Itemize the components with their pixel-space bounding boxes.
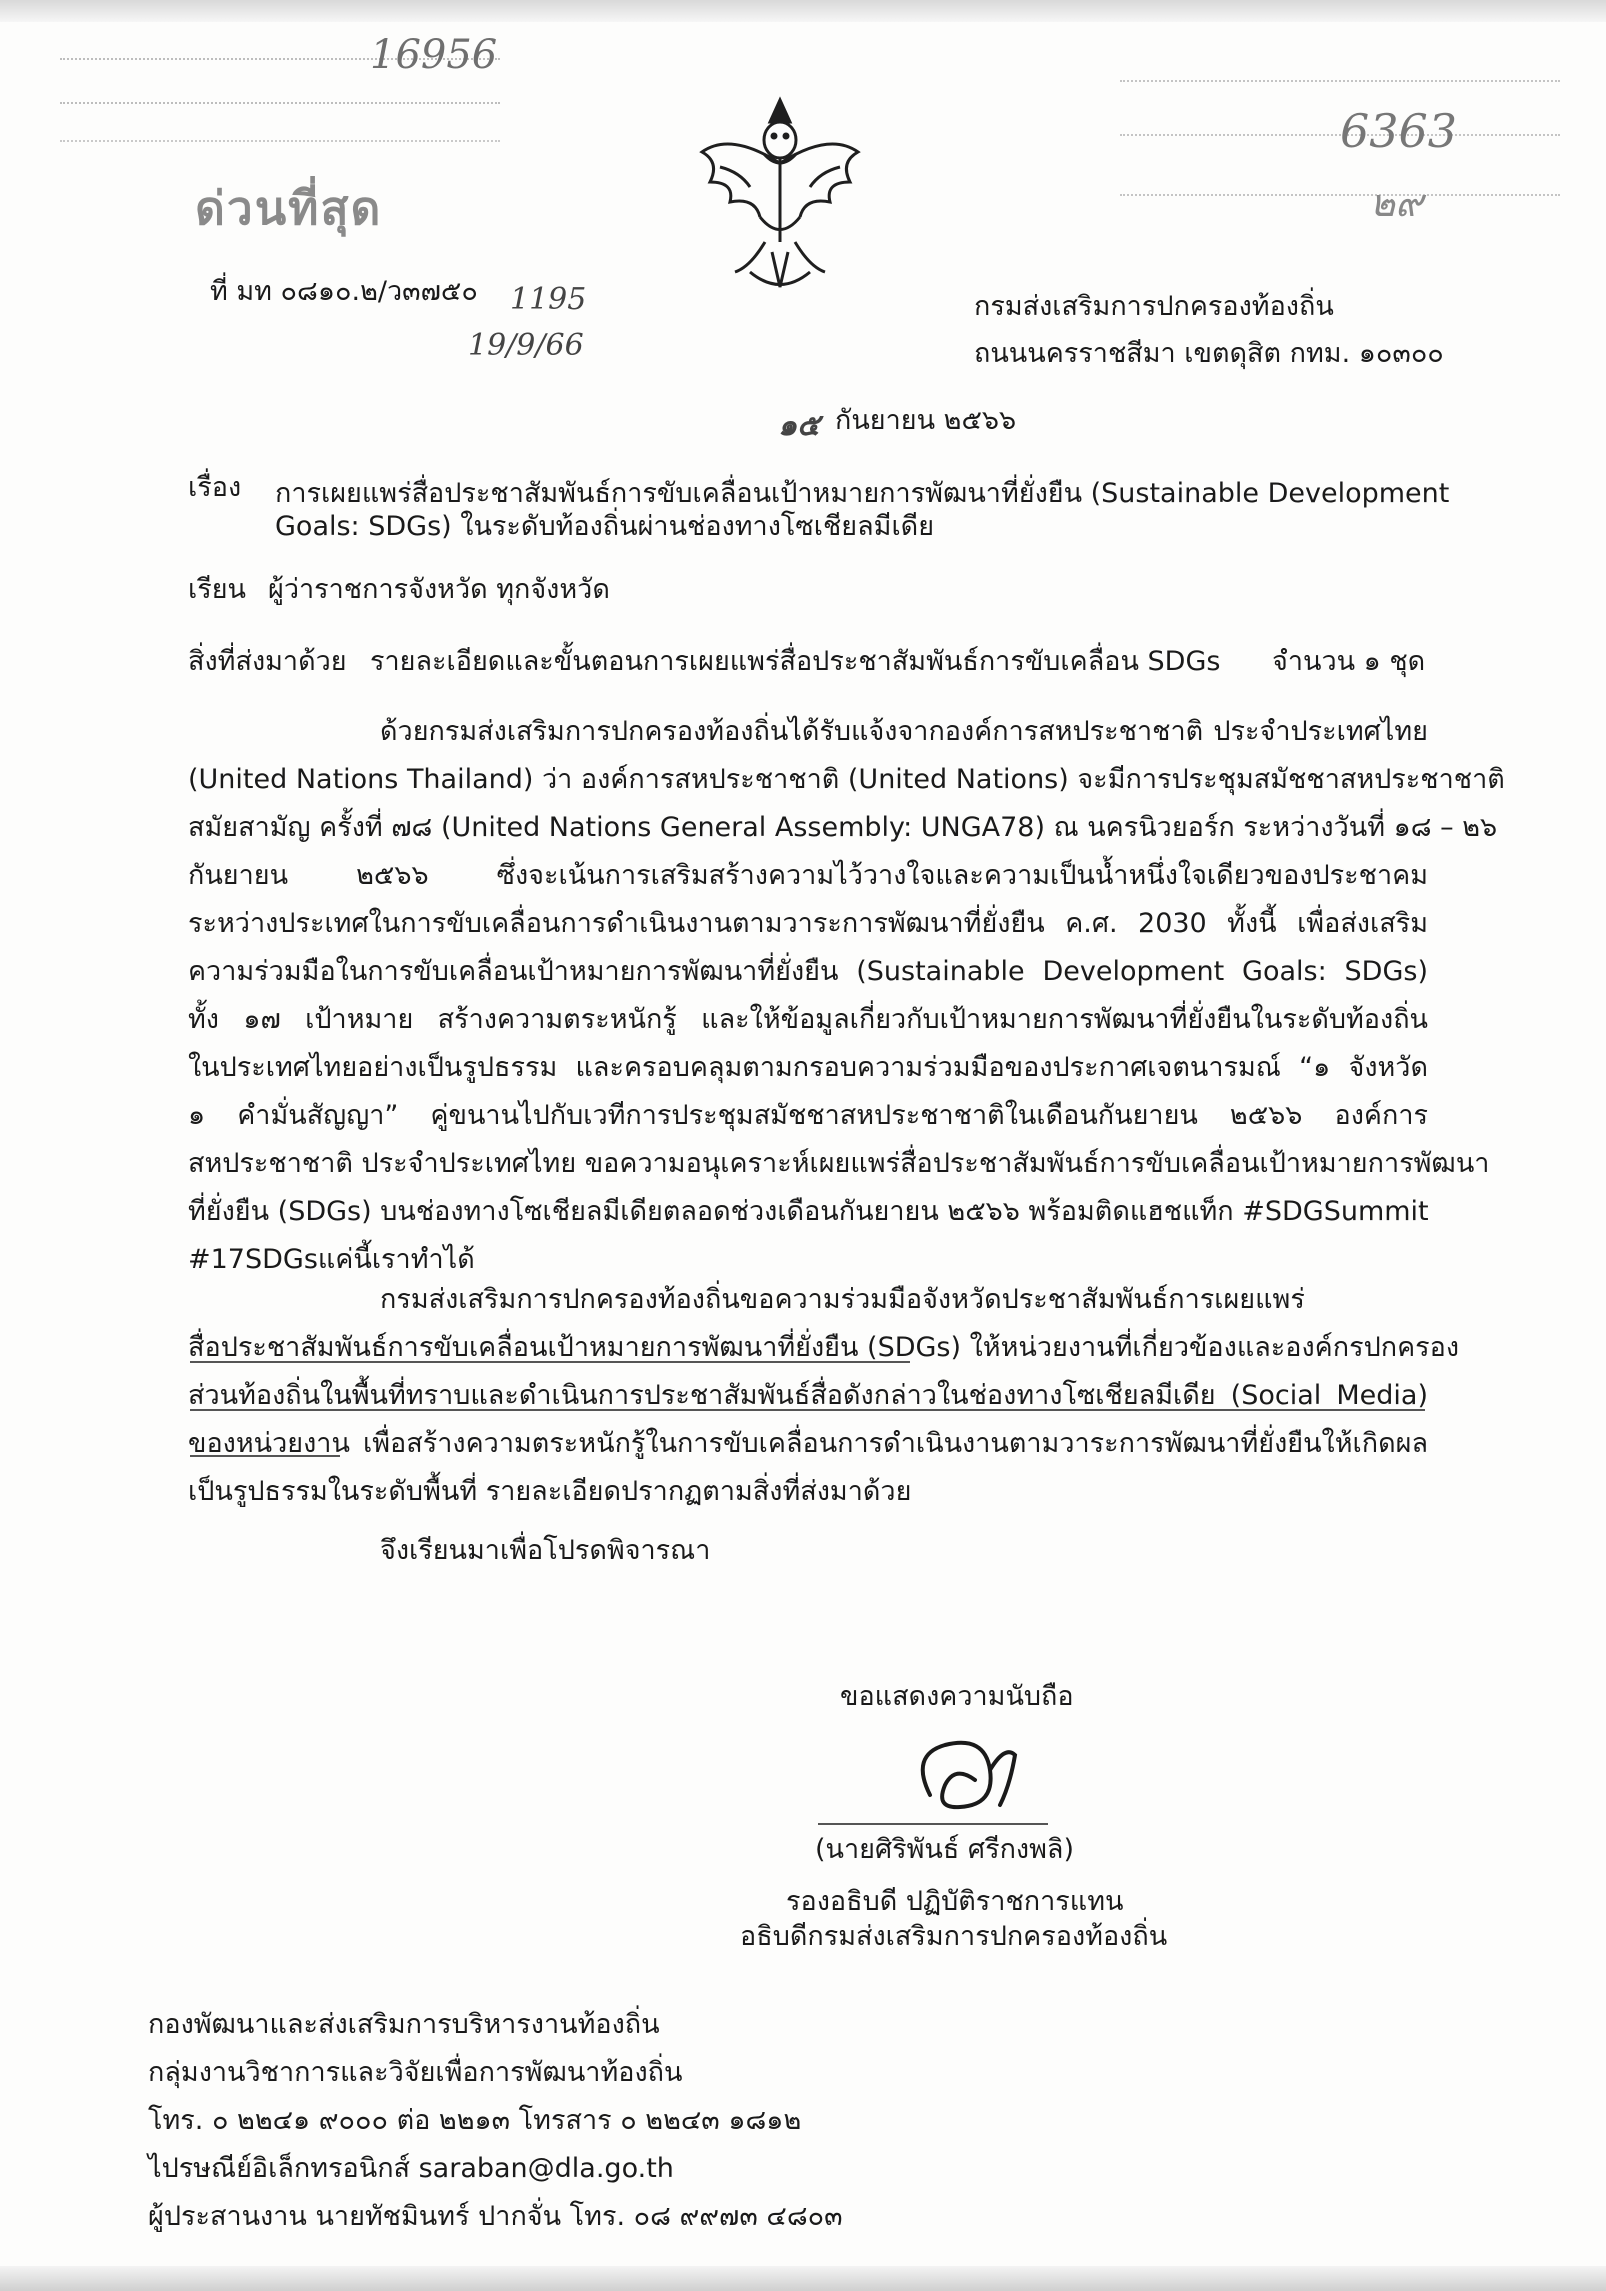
- para1-line: (United Nations Thailand) ว่า องค์การสหประชาชาติ (United Nations) จะมีการประชุมสมัชชาสหประชาชาติ: [188, 764, 1505, 795]
- department-name: กรมส่งเสริมการปกครองท้องถิ่น: [974, 291, 1334, 322]
- stamp-right-date: ๒๙: [1370, 181, 1423, 225]
- stamp-right-number: 6363: [1340, 104, 1458, 158]
- signatory-position-1: รองอธิบดี ปฏิบัติราชการแทน: [786, 1886, 1124, 1917]
- footer-group: กลุ่มงานวิชาการและวิจัยเพื่อการพัฒนาท้องถิ่น: [148, 2057, 683, 2088]
- footer-coordinator: ผู้ประสานงาน นายทัชมินทร์ ปากจั่น โทร. ๐๘ ๙๙๗๓ ๔๘๐๓: [148, 2201, 843, 2232]
- para1-line: ระหว่างประเทศในการขับเคลื่อนการดำเนินงานตามวาระการพัฒนาที่ยั่งยืน ค.ศ. 2030 ทั้งนี้ เพื่อส่งเสริม: [188, 908, 1428, 939]
- para1-line: สหประชาชาติ ประจำประเทศไทย ขอความอนุเคราะห์เผยแพร่สื่อประชาสัมพันธ์การขับเคลื่อนเป้าหมายการพัฒนา: [188, 1148, 1490, 1179]
- garuda-emblem-icon: [690, 92, 870, 302]
- para1-line: ด้วยกรมส่งเสริมการปกครองท้องถิ่นได้รับแจ้งจากองค์การสหประชาชาติ ประจำประเทศไทย: [380, 716, 1428, 747]
- subject-label: เรื่อง: [188, 472, 242, 503]
- para1-line: สมัยสามัญ ครั้งที่ ๗๘ (United Nations General Assembly: UNGA78) ณ นครนิวยอร์ก ระหว่างวันที่ ๑๘ – ๒๖: [188, 812, 1498, 843]
- to-label: เรียน: [188, 574, 247, 605]
- enclosure-count: จำนวน ๑ ชุด: [1272, 646, 1426, 677]
- subject-line-1: การเผยแพร่สื่อประชาสัมพันธ์การขับเคลื่อนเป้าหมายการพัฒนาที่ยั่งยืน (Sustainable Development: [275, 478, 1450, 509]
- department-address: ถนนนครราชสีมา เขตดุสิต กทม. ๑๐๓๐๐: [974, 338, 1444, 369]
- closing-request: จึงเรียนมาเพื่อโปรดพิจารณา: [380, 1535, 711, 1566]
- handwritten-underline: [190, 1455, 340, 1457]
- signature-line: [818, 1823, 1048, 1825]
- handwritten-date: 19/9/66: [468, 328, 584, 363]
- para1-line: กันยายน ๒๕๖๖ ซึ่งจะเน้นการเสริมสร้างความไว้วางใจและความเป็นน้ำหนึ่งใจเดียวของประชาคม: [188, 860, 1428, 891]
- scan-bottom-edge: [0, 2266, 1606, 2291]
- para1-line: ๑ คำมั่นสัญญา” คู่ขนานไปกับเวทีการประชุมสมัชชาสหประชาชาติในเดือนกันยายน ๒๕๖๖ องค์การ: [188, 1100, 1428, 1131]
- scan-top-edge: [0, 0, 1606, 22]
- footer-division: กองพัฒนาและส่งเสริมการบริหารงานท้องถิ่น: [148, 2009, 660, 2040]
- urgency-stamp: ด่วนที่สุด: [195, 181, 383, 235]
- para2-line: ของหน่วยงาน เพื่อสร้างความตระหนักรู้ในการขับเคลื่อนการดำเนินงานตามวาระการพัฒนาที่ยั่งยืนให้เกิดผล: [188, 1428, 1428, 1459]
- para1-line: ในประเทศไทยอย่างเป็นรูปธรรม และครอบคลุมตามกรอบความร่วมมือของประกาศเจตนารมณ์ “๑ จังหวัด: [188, 1052, 1428, 1083]
- para2-line: เป็นรูปธรรมในระดับพื้นที่ รายละเอียดปรากฏตามสิ่งที่ส่งมาด้วย: [188, 1476, 912, 1507]
- handwritten-underline: [190, 1409, 1425, 1411]
- handwritten-signature-icon: [890, 1725, 1040, 1825]
- para2-line: ส่วนท้องถิ่นในพื้นที่ทราบและดำเนินการประชาสัมพันธ์สื่อดังกล่าวในช่องทางโซเชียลมีเดีย (Social Media): [188, 1380, 1428, 1411]
- enclosure-label: สิ่งที่ส่งมาด้วย: [188, 646, 347, 677]
- date-day: ๑๕: [778, 408, 820, 443]
- handwritten-underline: [190, 1361, 910, 1363]
- subject-line-2: Goals: SDGs) ในระดับท้องถิ่นผ่านช่องทางโซเชียลมีเดีย: [275, 511, 935, 542]
- handwritten-reference: 1195: [510, 282, 587, 317]
- para1-line: ทั้ง ๑๗ เป้าหมาย สร้างความตระหนักรู้ และให้ข้อมูลเกี่ยวกับเป้าหมายการพัฒนาที่ยั่งยืนในระดับท้องถิ่น: [188, 1004, 1428, 1035]
- stamp-left-number: 16956: [370, 32, 498, 78]
- para2-line: สื่อประชาสัมพันธ์การขับเคลื่อนเป้าหมายการพัฒนาที่ยั่งยืน (SDGs) ให้หน่วยงานที่เกี่ยวข้องและองค์กรปกครอง: [188, 1332, 1460, 1363]
- to-value: ผู้ว่าราชการจังหวัด ทุกจังหวัด: [268, 574, 610, 605]
- date-month-year: กันยายน ๒๕๖๖: [835, 405, 1017, 436]
- enclosure-value: รายละเอียดและขั้นตอนการเผยแพร่สื่อประชาสัมพันธ์การขับเคลื่อน SDGs: [370, 646, 1221, 677]
- para1-line: ความร่วมมือในการขับเคลื่อนเป้าหมายการพัฒนาที่ยั่งยืน (Sustainable Development Goals: SDGs): [188, 956, 1428, 987]
- para2-line: กรมส่งเสริมการปกครองท้องถิ่นขอความร่วมมือจังหวัดประชาสัมพันธ์การเผยแพร่: [380, 1284, 1305, 1315]
- reference-number: ที่ มท ๐๘๑๐.๒/ว๓๗๕๐: [210, 276, 478, 307]
- signatory-name: (นายศิริพันธ์ ศรีกงพลิ): [815, 1834, 1074, 1865]
- receive-stamp-left: [60, 22, 530, 142]
- footer-phone: โทร. ๐ ๒๒๔๑ ๙๐๐๐ ต่อ ๒๒๑๓ โทรสาร ๐ ๒๒๔๓ ๑๘๑๒: [148, 2105, 802, 2136]
- receive-stamp-right: [1120, 22, 1580, 225]
- footer-email: ไปรษณีย์อิเล็กทรอนิกส์ saraban@dla.go.th: [148, 2153, 674, 2184]
- para1-line: ที่ยั่งยืน (SDGs) บนช่องทางโซเชียลมีเดียตลอดช่วงเดือนกันยายน ๒๕๖๖ พร้อมติดแฮชแท็ก #SDGSummit: [188, 1196, 1429, 1227]
- signature-regards: ขอแสดงความนับถือ: [840, 1681, 1074, 1712]
- para1-line: #17SDGsแค่นี้เราทำได้: [188, 1244, 475, 1275]
- signatory-position-2: อธิบดีกรมส่งเสริมการปกครองท้องถิ่น: [740, 1921, 1168, 1952]
